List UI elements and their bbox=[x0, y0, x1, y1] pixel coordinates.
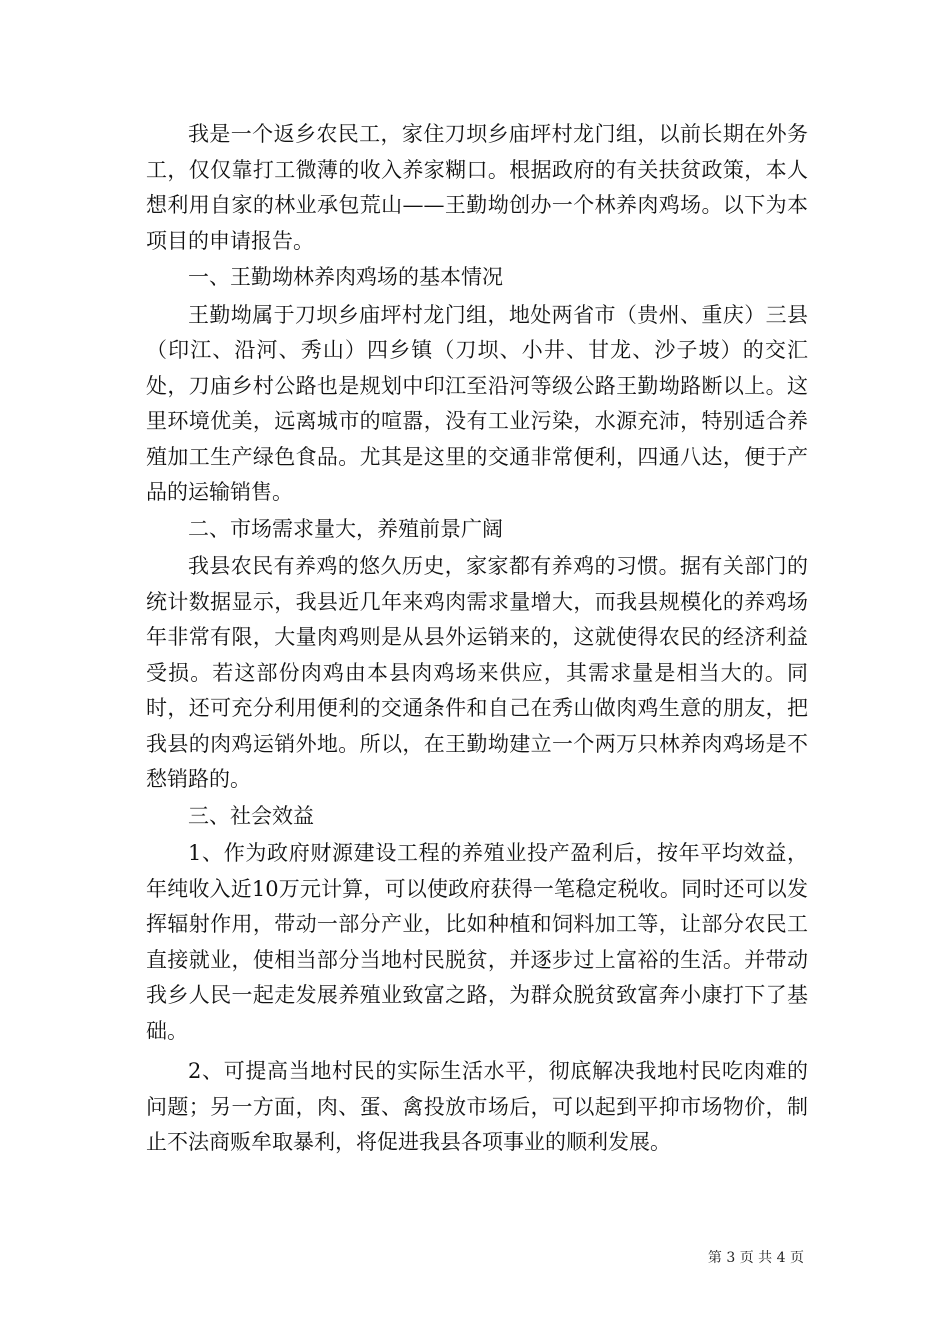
section-heading-3: 三、社会效益 bbox=[188, 803, 314, 828]
page-number: 第 3 页 共 4 页 bbox=[707, 1250, 804, 1266]
paragraph-market: 我县农民有养鸡的悠久历史，家家都有养鸡的习惯。据有关部门的统计数据显示，我县近几年来鸡肉需求量增大，而我县规模化的养鸡场年非常有限，大量肉鸡则是从县外运销来的，这就使得农民的经济利益受损。若这部份肉鸡由本县肉鸡场来供应，其需求量是相当大的。同时，还可充分利用便利的交通条件和自己在秀山做肉鸡生意的朋友，把我县的肉鸡运销外地。所以，在王勤坳建立一个两万只林养肉鸡场是不愁销路的。 bbox=[146, 554, 808, 791]
paragraph-benefit-2: 2、可提高当地村民的实际生活水平，彻底解决我地村民吃肉难的问题；另一方面，肉、蛋、禽投放市场后，可以起到平抑市场物价，制止不法商贩牟取暴利，将促进我县各项事业的顺利发展。 bbox=[146, 1059, 808, 1154]
section-heading-1: 一、王勤坳林养肉鸡场的基本情况 bbox=[188, 265, 503, 289]
document-body bbox=[146, 117, 808, 1161]
paragraph-benefit-1: 1、作为政府财源建设工程的养殖业投产盈利后，按年平均效益，年纯收入近10万元计算，可以使政府获得一笔稳定税收。同时还可以发挥辐射作用，带动一部分产业，比如种植和饲料加工等，让部分农民工直接就业，使相当部分当地村民脱贫，并逐步过上富裕的生活。并带动我乡人民一起走发展养殖业致富之路，为群众脱贫致富奔小康打下了基础。 bbox=[146, 841, 808, 1043]
intro-paragraph: 我是一个返乡农民工，家住刀坝乡庙坪村龙门组，以前长期在外务工，仅仅靠打工微薄的收入养家糊口。根据政府的有关扶贫政策，本人想利用自家的林业承包荒山——王勤坳创办一个林养肉鸡场。以下为本项目的申请报告。 bbox=[146, 122, 808, 253]
paragraph-basic-info: 王勤坳属于刀坝乡庙坪村龙门组，地处两省市（贵州、重庆）三县（印江、沿河、秀山）四乡镇（刀坝、小井、甘龙、沙子坡）的交汇处，刀庙乡村公路也是规划中印江至沿河等级公路王勤坳路断以上。这里环境优美，远离城市的喧嚣，没有工业污染，水源充沛，特别适合养殖加工生产绿色食品。尤其是这里的交通非常便利，四通八达，便于产品的运输销售。 bbox=[146, 302, 808, 504]
section-heading-2: 二、市场需求量大，养殖前景广阔 bbox=[188, 516, 503, 541]
